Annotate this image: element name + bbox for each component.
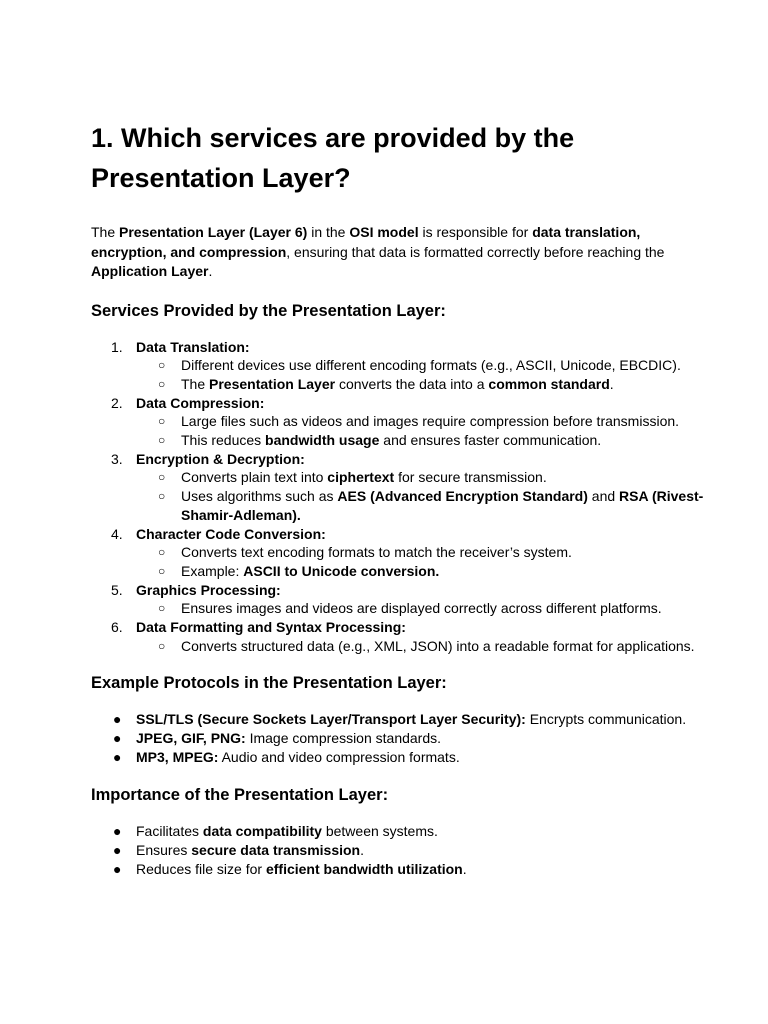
sub-text: Ensures images and videos are displayed correctly across different platforms.: [181, 600, 662, 617]
circle-bullet-icon: ○: [158, 358, 166, 373]
intro-bold: OSI model: [349, 224, 419, 240]
sub-text: and: [587, 488, 620, 505]
list-number: 3.: [111, 450, 123, 467]
sub-bold: ciphertext: [327, 469, 395, 486]
circle-bullet-icon: ○: [158, 638, 166, 653]
sub-text: Uses algorithms such as: [181, 488, 338, 505]
service-sublist: [136, 599, 708, 618]
service-sublist: [136, 543, 708, 580]
sub-list-item: [136, 468, 708, 487]
list-item: [91, 841, 708, 860]
sub-list-item: [136, 637, 708, 656]
sub-text: for secure transmission.: [394, 469, 547, 486]
sub-text: converts the data into a: [335, 375, 489, 392]
item-text: Ensures: [136, 842, 192, 859]
importance-list: [91, 822, 708, 879]
service-label: Encryption & Decryption:: [136, 450, 305, 467]
sub-text: Large files such as videos and images require compression before transmission.: [181, 413, 680, 430]
item-text: .: [360, 842, 364, 859]
list-item: [91, 729, 708, 748]
bullet-icon: ●: [113, 749, 122, 766]
item-text: Facilitates: [136, 823, 203, 840]
service-item: [91, 581, 708, 618]
circle-bullet-icon: ○: [158, 414, 166, 429]
service-item: [91, 394, 708, 450]
services-heading: Services Provided by the Presentation Layer:: [91, 301, 446, 320]
sub-list-item: [136, 599, 708, 618]
protocols-heading: Example Protocols in the Presentation Layer:: [91, 674, 447, 693]
bullet-icon: ●: [113, 711, 122, 728]
sub-list-item: [136, 562, 708, 581]
circle-bullet-icon: ○: [158, 470, 166, 485]
service-sublist: [136, 412, 708, 449]
sub-bold: common standard: [488, 375, 610, 392]
bullet-icon: ●: [113, 823, 122, 840]
intro-paragraph: [91, 223, 708, 282]
list-item: [91, 710, 708, 729]
importance-heading: Importance of the Presentation Layer:: [91, 786, 389, 805]
sub-bold: bandwidth usage: [265, 432, 380, 449]
sub-text: Converts plain text into: [181, 469, 328, 486]
sub-list-item: [136, 356, 708, 375]
sub-list-item: [136, 487, 708, 524]
service-sublist: [136, 356, 708, 393]
intro-bold: data translation, encryption, and compression: [91, 224, 641, 260]
list-item: [91, 748, 708, 767]
item-bold: MP3, MPEG:: [136, 749, 219, 766]
sub-bold: RSA (Rivest-Shamir-Adleman).: [181, 488, 704, 523]
item-bold: JPEG, GIF, PNG:: [136, 730, 246, 747]
service-label: Graphics Processing:: [136, 581, 281, 598]
item-text: .: [462, 861, 467, 878]
list-number: 2.: [111, 394, 123, 411]
circle-bullet-icon: ○: [158, 433, 166, 448]
page-title: 1. Which services are provided by the Presentation Layer?: [91, 123, 575, 193]
item-bold: SSL/TLS (Secure Sockets Layer/Transport Layer Security):: [136, 711, 526, 728]
sub-list-item: [136, 431, 708, 450]
service-sublist: [136, 468, 708, 524]
item-text: Reduces file size for: [136, 861, 266, 878]
sub-text: Example:: [181, 562, 244, 579]
intro-bold: Application Layer: [91, 263, 209, 279]
bullet-icon: ●: [113, 842, 122, 859]
intro-text: in the: [307, 224, 350, 240]
item-bold: secure data transmission: [191, 842, 361, 859]
bullet-icon: ●: [113, 861, 122, 878]
item-bold: efficient bandwidth utilization: [265, 861, 463, 878]
list-number: 6.: [111, 619, 123, 636]
item-text: Encrypts communication.: [525, 711, 687, 728]
circle-bullet-icon: ○: [158, 601, 166, 616]
sub-bold: ASCII to Unicode conversion.: [243, 562, 440, 579]
sub-text: .: [609, 375, 614, 392]
item-bold: data compatibility: [202, 823, 322, 840]
sub-bold: AES (Advanced Encryption Standard): [337, 488, 588, 505]
intro-text: .: [208, 263, 213, 279]
sub-text: Converts structured data (e.g., XML, JSON) into a readable format for applications.: [181, 637, 695, 654]
item-text: between systems.: [321, 823, 438, 840]
intro-text: , ensuring that data is formatted correctly before reaching the: [286, 243, 665, 260]
sub-list-item: [136, 543, 708, 562]
circle-bullet-icon: ○: [158, 563, 166, 578]
list-item: [91, 822, 708, 841]
list-number: 1.: [111, 338, 123, 355]
sub-text: The: [181, 375, 210, 392]
item-text: Audio and video compression formats.: [218, 749, 460, 766]
service-label: Data Translation:: [136, 338, 250, 355]
sub-text: Different devices use different encoding formats (e.g., ASCII, Unicode, EBCDIC).: [181, 357, 681, 374]
sub-list-item: [136, 375, 708, 394]
service-sublist: [136, 637, 708, 656]
service-item: [91, 618, 708, 655]
service-item: [91, 338, 708, 394]
sub-text: Converts text encoding formats to match the receiver’s system.: [181, 544, 572, 561]
sub-bold: Presentation Layer: [209, 375, 336, 392]
service-item: [91, 525, 708, 581]
sub-list-item: [136, 412, 708, 431]
sub-text: and ensures faster communication.: [379, 432, 602, 449]
bullet-icon: ●: [113, 730, 122, 747]
service-item: [91, 450, 708, 525]
service-label: Data Compression:: [136, 394, 265, 411]
intro-bold: Presentation Layer (Layer 6): [119, 224, 308, 240]
circle-bullet-icon: ○: [158, 545, 166, 560]
services-list: [91, 338, 708, 656]
intro-text: is responsible for: [418, 224, 533, 240]
protocols-list: [91, 710, 708, 767]
intro-text: The: [91, 224, 120, 240]
list-number: 4.: [111, 525, 123, 542]
list-number: 5.: [111, 581, 123, 598]
list-item: [91, 860, 708, 879]
item-text: Image compression standards.: [245, 730, 442, 747]
circle-bullet-icon: ○: [158, 376, 166, 391]
circle-bullet-icon: ○: [158, 489, 166, 504]
service-label: Character Code Conversion:: [136, 525, 326, 542]
service-label: Data Formatting and Syntax Processing:: [136, 619, 406, 636]
sub-text: This reduces: [181, 432, 266, 449]
